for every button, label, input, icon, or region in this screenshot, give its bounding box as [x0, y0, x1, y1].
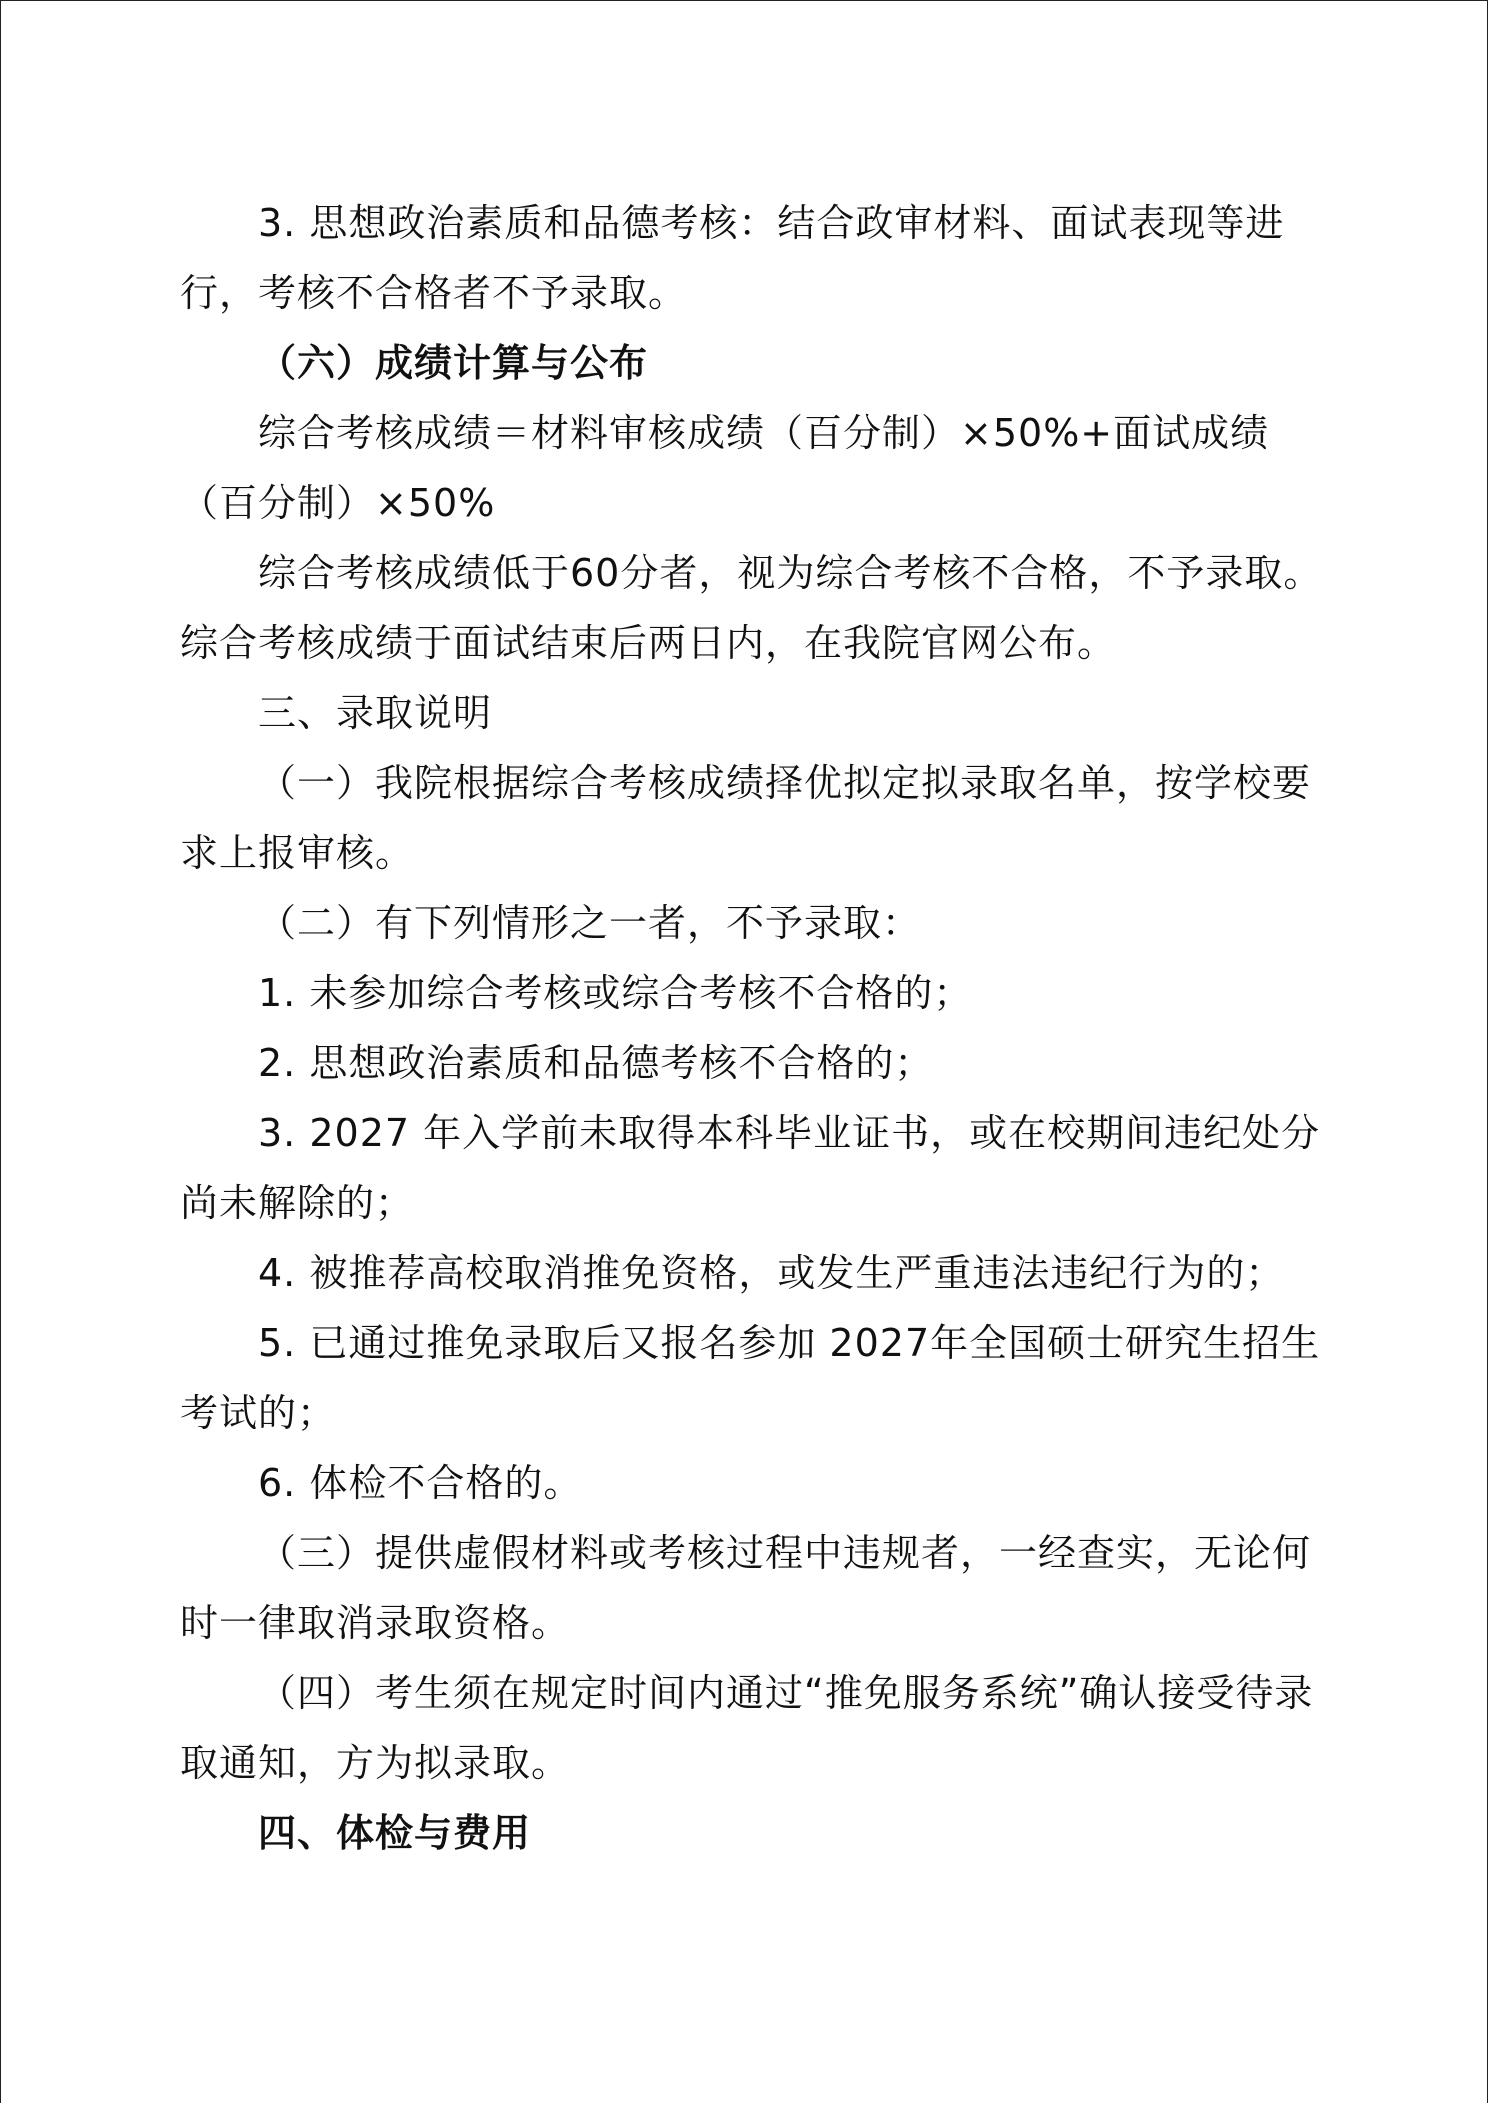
paragraph-political-assessment: 3. 思想政治素质和品德考核：结合政审材料、面试表现等进行，考核不合格者不予录取。	[180, 201, 1285, 315]
paragraph-admission-list: （一）我院根据综合考核成绩择优拟定拟录取名单，按学校要求上报审核。	[180, 761, 1312, 875]
list-item-exclusion-3: 3. 2027 年入学前未取得本科毕业证书，或在校期间违纪处分尚未解除的；	[180, 1111, 1321, 1225]
list-item-exclusion-5: 5. 已通过推免录取后又报名参加 2027年全国硕士研究生招生考试的；	[180, 1321, 1321, 1435]
paragraph-score-threshold: 综合考核成绩低于60分者，视为综合考核不合格，不予录取。综合考核成绩于面试结束后两日内，在我院官网公布。	[180, 551, 1323, 665]
heading-score-calculation: （六）成绩计算与公布	[258, 341, 649, 385]
list-item-exclusion-2: 2. 思想政治素质和品德考核不合格的；	[258, 1041, 934, 1085]
list-item-exclusion-1: 1. 未参加综合考核或综合考核不合格的；	[258, 971, 973, 1015]
paragraph-score-formula: 综合考核成绩＝材料审核成绩（百分制）×50%+面试成绩（百分制）×50%	[180, 411, 1270, 525]
paragraph-exclusion-intro: （二）有下列情形之一者，不予录取：	[258, 901, 922, 945]
list-item-exclusion-4: 4. 被推荐高校取消推免资格，或发生严重违法违纪行为的；	[258, 1251, 1285, 1295]
paragraph-confirm-acceptance: （四）考生须在规定时间内通过“推免服务系统”确认接受待录取通知，方为拟录取。	[180, 1671, 1314, 1785]
heading-admission-notes: 三、录取说明	[258, 691, 493, 735]
paragraph-false-materials: （三）提供虚假材料或考核过程中违规者，一经查实，无论何时一律取消录取资格。	[180, 1531, 1312, 1645]
list-item-exclusion-6: 6. 体检不合格的。	[258, 1461, 583, 1505]
heading-physical-exam-fees: 四、体检与费用	[258, 1811, 532, 1855]
document-body	[180, 188, 1330, 1868]
